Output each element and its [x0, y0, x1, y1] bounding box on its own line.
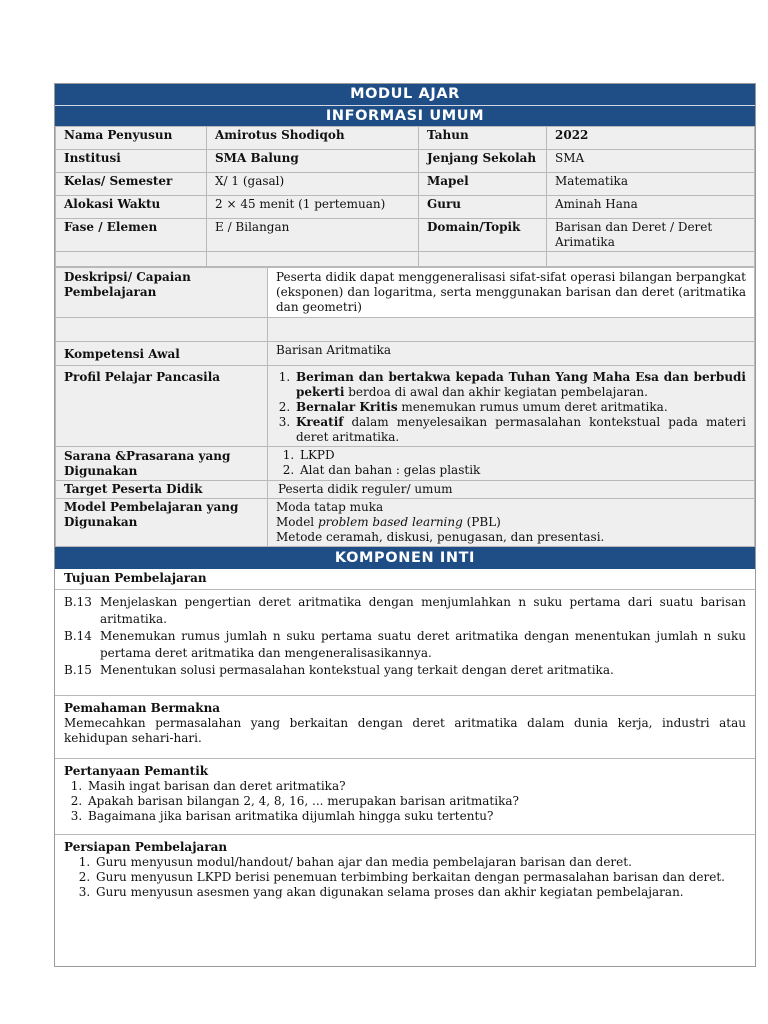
info-row: [56, 173, 755, 196]
info-value: Barisan dan Deret / Deret Arimatika: [547, 219, 755, 252]
info-row: [56, 127, 755, 150]
capaian-row: [56, 268, 755, 318]
info-value: 2 × 45 menit (1 pertemuan): [207, 196, 419, 219]
persiapan-list: [64, 855, 746, 900]
info-label: Domain/Topik: [419, 219, 547, 252]
model-label: Model Pembelajaran yang Digunakan: [56, 499, 268, 547]
info-section-title: INFORMASI UMUM: [55, 106, 755, 126]
info-label: Institusi: [56, 150, 207, 173]
module-document: [54, 83, 756, 967]
kompetensi-label: Kompetensi Awal: [56, 342, 268, 366]
list-item: B.15 Menentukan solusi permasalahan kontekstual yang terkait dengan deret aritmatika.: [64, 663, 614, 677]
general-info-table: [55, 126, 755, 267]
komponen-section-title: KOMPONEN INTI: [55, 547, 755, 569]
tujuan-title: Tujuan Pembelajaran: [64, 571, 207, 585]
profil-label: Profil Pelajar Pancasila: [56, 366, 268, 447]
info-value: SMA Balung: [207, 150, 419, 173]
model-line: Moda tatap muka: [276, 500, 384, 514]
info-label: Jenjang Sekolah: [419, 150, 547, 173]
info-empty-row: [56, 252, 755, 267]
pemahaman-text: Memecahkan permasalahan yang berkaitan dengan deret aritmatika dalam dunia kerja, industri atau kehidupan sehari-hari.: [64, 716, 746, 745]
list-item: 2. Apakah barisan bilangan 2, 4, 8, 16, ... merupakan barisan aritmatika?: [86, 794, 746, 809]
info-label: Nama Penyusun: [56, 127, 207, 150]
list-item: 2. Guru menyusun LKPD berisi penemuan terbimbing berkaitan dengan permasalahan barisan dan deret.: [94, 870, 746, 885]
target-text: Peserta didik reguler/ umum: [268, 481, 755, 499]
list-item: B.13 Menjelaskan pengertian deret aritmatika dengan menjumlahkan n suku pertama dari suatu barisan aritmatika.: [64, 595, 746, 626]
tujuan-list: [64, 594, 746, 679]
list-item: B.14 Menemukan rumus jumlah n suku pertama suatu deret aritmatika dengan menentukan jumlah n suku pertama deret aritmatika dan mengeneralisasikannya.: [64, 629, 746, 660]
profil-list-cell: [268, 366, 755, 447]
info-value: Amirotus Shodiqoh: [207, 127, 419, 150]
list-item: 1. Masih ingat barisan dan deret aritmatika?: [86, 779, 746, 794]
persiapan-section: [55, 835, 755, 900]
kompetensi-text: Barisan Aritmatika: [268, 342, 755, 366]
tujuan-section: [55, 590, 755, 696]
info-label: Tahun: [419, 127, 547, 150]
pertanyaan-list: [64, 779, 746, 824]
list-item: 1. Guru menyusun modul/handout/ bahan ajar dan media pembelajaran barisan dan deret.: [94, 855, 746, 870]
list-item: 3. Guru menyusun asesmen yang akan digunakan selama proses dan akhir kegiatan pembelajaran.: [94, 885, 746, 900]
info-value: Aminah Hana: [547, 196, 755, 219]
list-item: 2. Alat dan bahan : gelas plastik: [298, 463, 746, 478]
sarana-label: Sarana &Prasarana yang Digunakan: [56, 447, 268, 481]
sarana-list-cell: [268, 447, 755, 481]
info-value: E / Bilangan: [207, 219, 419, 252]
info-row: [56, 150, 755, 173]
list-item: 3. Kreatif dalam menyelesaikan permasalahan kontekstual pada materi deret aritmatika.: [294, 415, 746, 445]
target-row: [56, 481, 755, 499]
info-label: Kelas/ Semester: [56, 173, 207, 196]
module-title: MODUL AJAR: [55, 84, 755, 105]
info-value: SMA: [547, 150, 755, 173]
kompetensi-row: [56, 342, 755, 366]
empty-row: [56, 318, 755, 342]
persiapan-title: Persiapan Pembelajaran: [64, 840, 228, 854]
info-label: Alokasi Waktu: [56, 196, 207, 219]
details-table: [55, 267, 755, 547]
model-cell: [268, 499, 755, 547]
capaian-text: Peserta didik dapat menggeneralisasi sifat-sifat operasi bilangan berpangkat (eksponen) dan logaritma, serta menggunakan barisan dan deret (aritmatika dan geometri): [268, 268, 755, 318]
sarana-row: [56, 447, 755, 481]
profil-list: [276, 370, 746, 445]
model-row: [56, 499, 755, 547]
info-label: Fase / Elemen: [56, 219, 207, 252]
pertanyaan-section: [55, 759, 755, 835]
info-value: 2022: [547, 127, 755, 150]
pemahaman-section: [55, 696, 755, 759]
info-label: Mapel: [419, 173, 547, 196]
pertanyaan-title: Pertanyaan Pemantik: [64, 764, 209, 778]
model-line: Metode ceramah, diskusi, penugasan, dan presentasi.: [276, 530, 605, 544]
list-item: 3. Bagaimana jika barisan aritmatika dijumlah hingga suku tertentu?: [86, 809, 746, 824]
info-value: X/ 1 (gasal): [207, 173, 419, 196]
pemahaman-title: Pemahaman Bermakna: [64, 701, 221, 715]
info-value: Matematika: [547, 173, 755, 196]
list-item: 2. Bernalar Kritis menemukan rumus umum deret aritmatika.: [294, 400, 746, 415]
list-item: 1. Beriman dan bertakwa kepada Tuhan Yang Maha Esa dan berbudi pekerti berdoa di awal dan akhir kegiatan pembelajaran.: [294, 370, 746, 400]
list-item: 1. LKPD: [298, 448, 746, 463]
capaian-label: Deskripsi/ Capaian Pembelajaran: [56, 268, 268, 318]
info-row: [56, 219, 755, 252]
info-label: Guru: [419, 196, 547, 219]
tujuan-heading-row: [55, 569, 755, 590]
target-label: Target Peserta Didik: [56, 481, 268, 499]
profil-row: [56, 366, 755, 447]
sarana-list: [276, 448, 746, 478]
model-line: Model problem based learning (PBL): [276, 515, 501, 529]
info-row: [56, 196, 755, 219]
